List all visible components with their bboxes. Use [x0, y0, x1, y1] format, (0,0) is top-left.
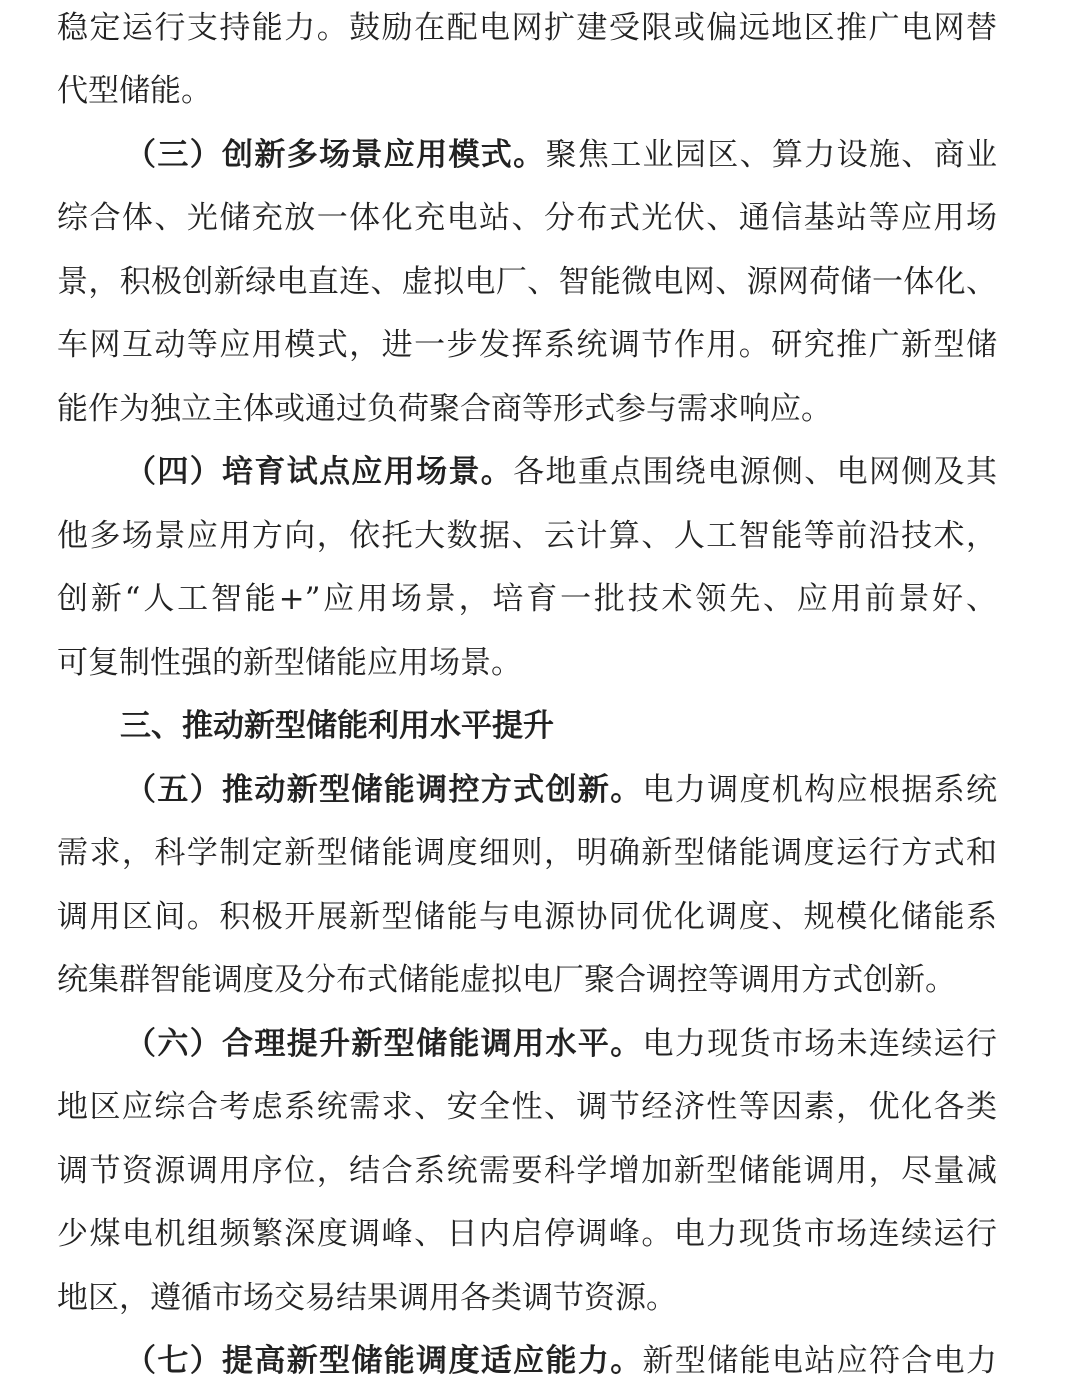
paragraph-lead: （三）创新多场景应用模式。	[125, 137, 546, 173]
paragraph-first-rest: 电力调度机构应根据系统	[642, 772, 997, 808]
paragraph-lead: （五）推动新型储能调控方式创新。	[125, 772, 643, 808]
text-line: 可复制性强的新型储能应用场景。	[57, 645, 522, 681]
paragraph-first-rest: 新型储能电站应符合电力	[642, 1343, 997, 1379]
text-line: 景，积极创新绿电直连、虚拟电厂、智能微电网、源网荷储一体化、	[57, 264, 997, 300]
text-line: 调节资源调用序位，结合系统需要科学增加新型储能调用，尽量减	[57, 1153, 997, 1189]
text-line: 调用区间。积极开展新型储能与电源协同优化调度、规模化储能系	[57, 899, 997, 935]
paragraph-first-line	[125, 766, 997, 814]
paragraph-lead: （六）合理提升新型储能调用水平。	[125, 1026, 643, 1062]
paragraph-lead: （四）培育试点应用场景。	[125, 454, 514, 490]
section-heading: 三、推动新型储能利用水平提升	[120, 708, 554, 744]
text-line: 地区应综合考虑系统需求、安全性、调节经济性等因素，优化各类	[57, 1089, 997, 1125]
text-line: 少煤电机组频繁深度调峰、日内启停调峰。电力现货市场连续运行	[57, 1216, 997, 1252]
paragraph-first-line	[125, 1337, 997, 1385]
text-line: 需求，科学制定新型储能调度细则，明确新型储能调度运行方式和	[57, 835, 997, 871]
paragraph-first-line	[125, 131, 997, 179]
paragraph-first-line	[125, 1020, 997, 1068]
paragraph-first-rest: 各地重点围绕电源侧、电网侧及其	[513, 454, 997, 490]
paragraph-first-rest: 聚焦工业园区、算力设施、商业	[545, 137, 997, 173]
paragraph-lead: （七）提高新型储能调度适应能力。	[125, 1343, 643, 1379]
text-line: 车网互动等应用模式，进一步发挥系统调节作用。研究推广新型储	[57, 327, 997, 363]
text-line: 统集群智能调度及分布式储能虚拟电厂聚合调控等调用方式创新。	[57, 962, 956, 998]
text-line: 代型储能。	[57, 73, 212, 109]
text-line: 创新“人工智能+”应用场景，培育一批技术领先、应用前景好、	[57, 581, 997, 617]
paragraph-first-line	[125, 448, 997, 496]
text-line: 综合体、光储充放一体化充电站、分布式光伏、通信基站等应用场	[57, 200, 997, 236]
text-line: 稳定运行支持能力。鼓励在配电网扩建受限或偏远地区推广电网替	[57, 10, 997, 46]
text-line: 地区，遵循市场交易结果调用各类调节资源。	[57, 1280, 677, 1316]
paragraph-first-rest: 电力现货市场未连续运行	[642, 1026, 997, 1062]
text-line: 能作为独立主体或通过负荷聚合商等形式参与需求响应。	[57, 391, 832, 427]
text-line: 他多场景应用方向，依托大数据、云计算、人工智能等前沿技术，	[57, 518, 997, 554]
